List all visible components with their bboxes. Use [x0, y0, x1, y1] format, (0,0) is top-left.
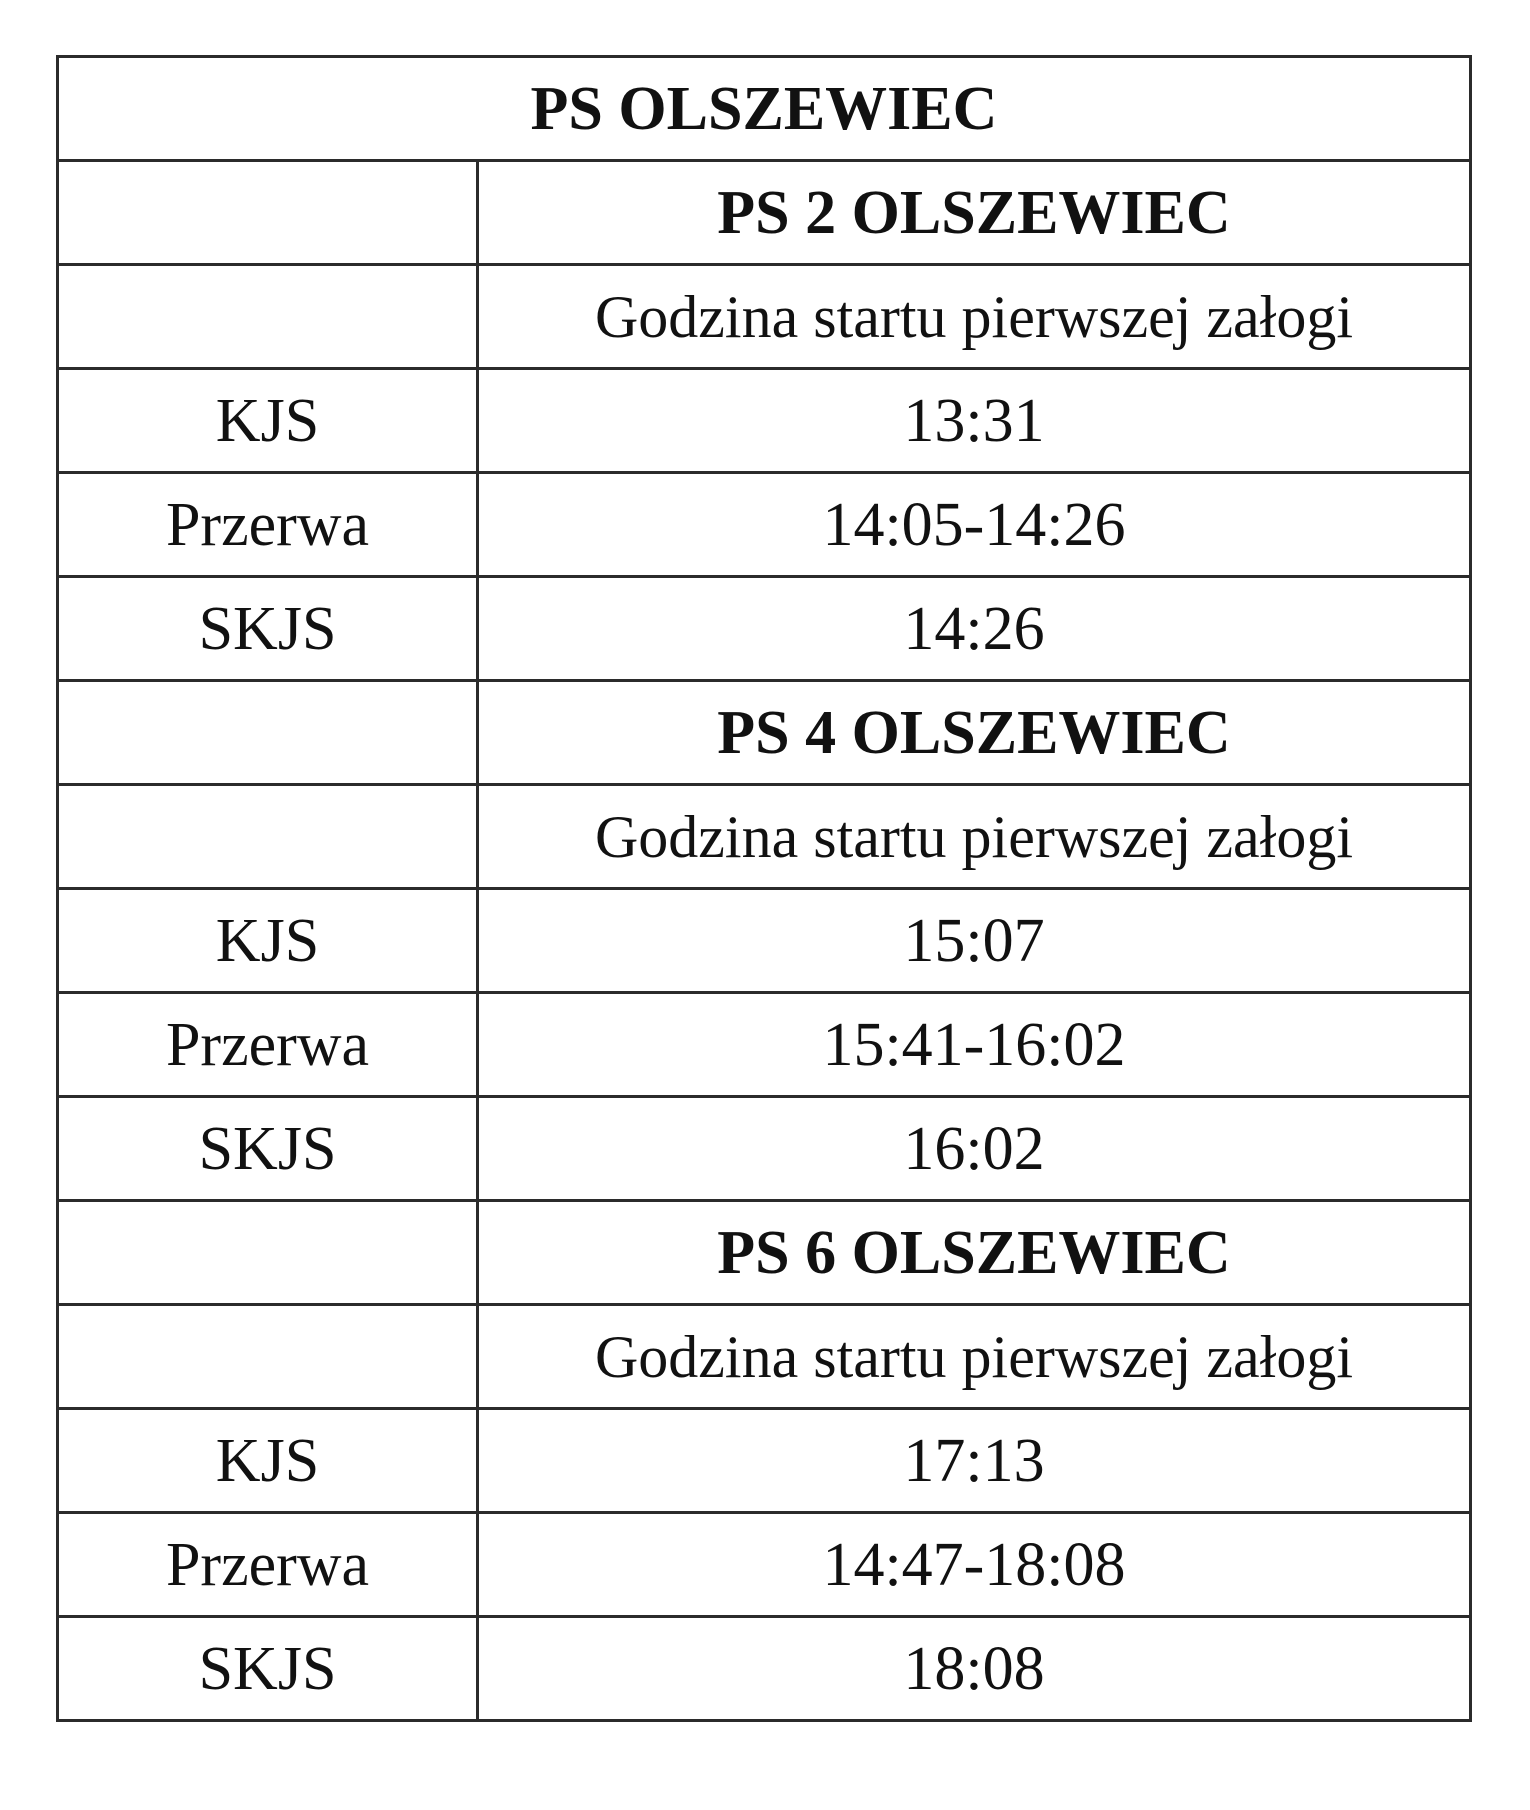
table-row	[58, 369, 1471, 473]
row-label: KJS	[58, 889, 478, 993]
title-row	[58, 57, 1471, 161]
row-label: KJS	[58, 1409, 478, 1513]
row-time: 14:26	[478, 577, 1471, 681]
table-row	[58, 1409, 1471, 1513]
row-time: 18:08	[478, 1617, 1471, 1721]
stage-title: PS 6 OLSZEWIEC	[478, 1201, 1471, 1305]
row-label: Przerwa	[58, 993, 478, 1097]
stage-title: PS 2 OLSZEWIEC	[478, 161, 1471, 265]
column-header: Godzina startu pierwszej załogi	[478, 1305, 1471, 1409]
column-header-row	[58, 785, 1471, 889]
table-row	[58, 1617, 1471, 1721]
table-row	[58, 473, 1471, 577]
table-row	[58, 577, 1471, 681]
column-header: Godzina startu pierwszej załogi	[478, 785, 1471, 889]
column-header-row	[58, 265, 1471, 369]
row-time: 15:41-16:02	[478, 993, 1471, 1097]
table-row	[58, 1513, 1471, 1617]
stage-row	[58, 1201, 1471, 1305]
empty-cell	[58, 1201, 478, 1305]
empty-cell	[58, 681, 478, 785]
empty-cell	[58, 1305, 478, 1409]
column-header: Godzina startu pierwszej załogi	[478, 265, 1471, 369]
row-time: 14:05-14:26	[478, 473, 1471, 577]
row-label: KJS	[58, 369, 478, 473]
row-time: 13:31	[478, 369, 1471, 473]
schedule-table	[56, 55, 1472, 1722]
empty-cell	[58, 161, 478, 265]
empty-cell	[58, 785, 478, 889]
row-label: Przerwa	[58, 473, 478, 577]
row-time: 14:47-18:08	[478, 1513, 1471, 1617]
row-label: SKJS	[58, 577, 478, 681]
stage-row	[58, 681, 1471, 785]
table-row	[58, 889, 1471, 993]
table-row	[58, 1097, 1471, 1201]
row-label: SKJS	[58, 1097, 478, 1201]
stage-row	[58, 161, 1471, 265]
row-label: Przerwa	[58, 1513, 478, 1617]
row-time: 15:07	[478, 889, 1471, 993]
schedule-document	[56, 55, 1472, 1722]
stage-title: PS 4 OLSZEWIEC	[478, 681, 1471, 785]
row-time: 17:13	[478, 1409, 1471, 1513]
row-time: 16:02	[478, 1097, 1471, 1201]
table-title: PS OLSZEWIEC	[58, 57, 1471, 161]
table-row	[58, 993, 1471, 1097]
row-label: SKJS	[58, 1617, 478, 1721]
column-header-row	[58, 1305, 1471, 1409]
empty-cell	[58, 265, 478, 369]
